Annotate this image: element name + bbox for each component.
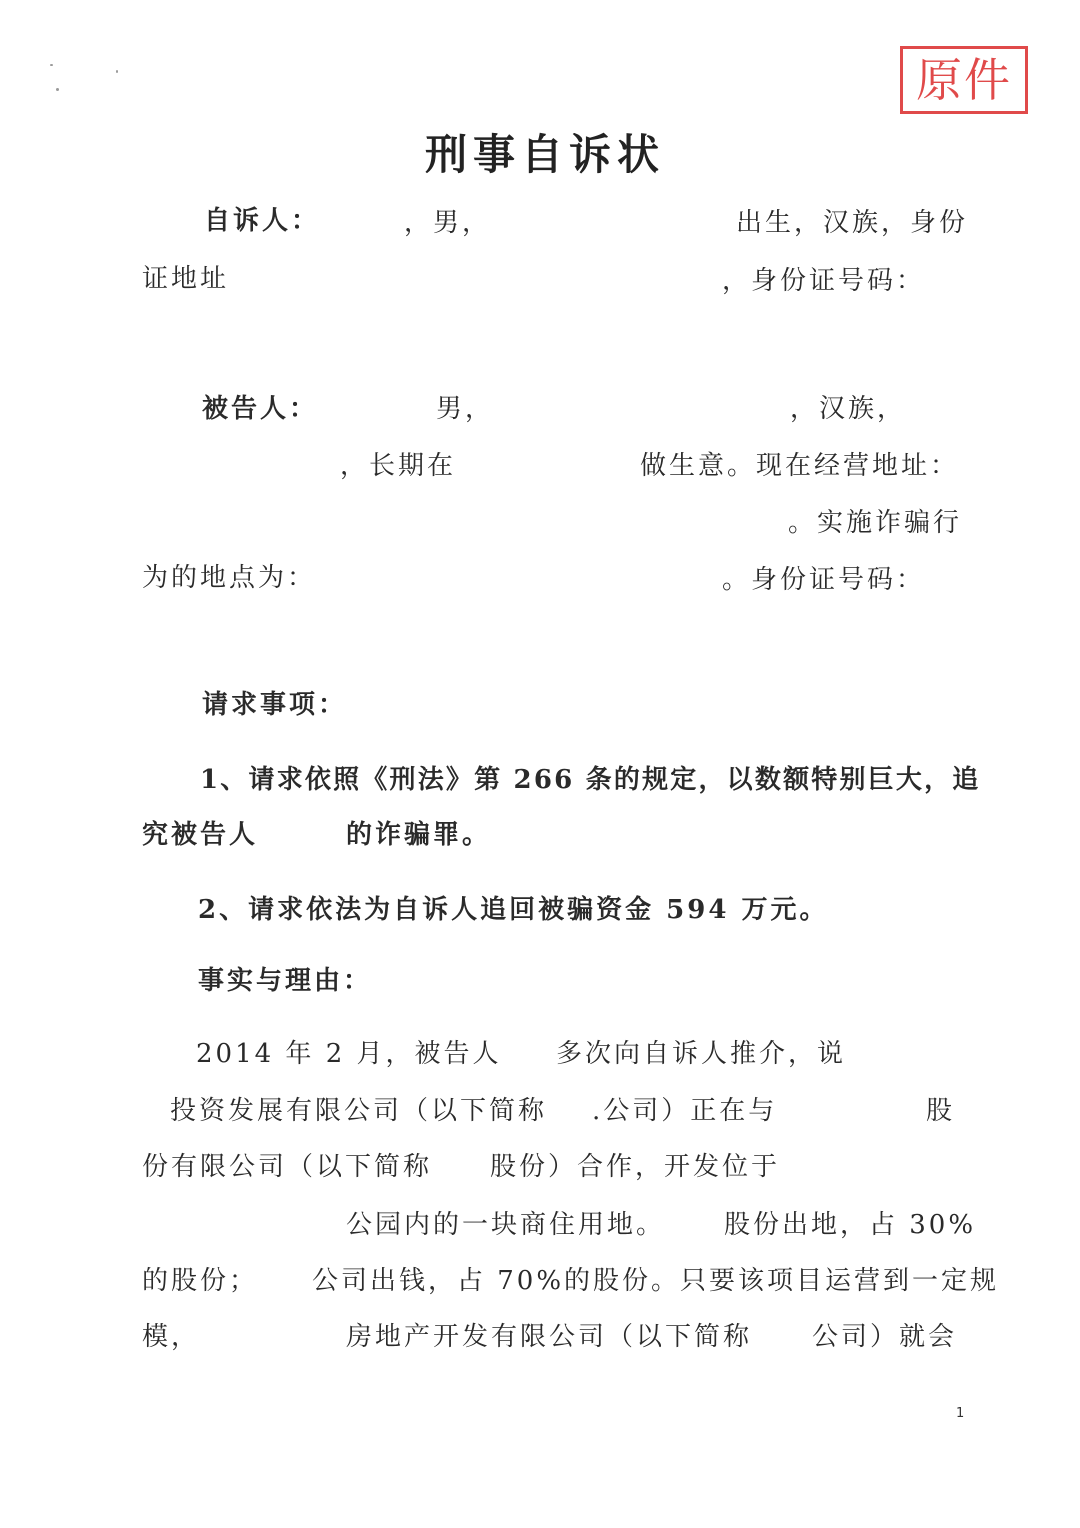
scan-speck [116,70,118,73]
request-item-1: 1、请求依照《刑法》第 266 条的规定，以数额特别巨大，追 [200,765,981,795]
facts-line-1a: 2014 年 2 月，被告人 [196,1039,502,1069]
facts-line-5a: 的股份； [142,1266,259,1296]
facts-line-6a: 模， [142,1322,201,1352]
page-number: 1 [956,1406,965,1421]
plaintiff-birth: 出生，汉族，身份 [736,208,969,238]
requests-heading: 请求事项： [202,690,348,720]
defendant-fraud-place: 。实施诈骗行 [788,508,963,538]
plaintiff-id-label: ，身份证号码： [722,266,926,296]
defendant-long-term: ，长期在 [340,451,457,481]
facts-line-1b: 多次向自诉人推介，说 [556,1039,847,1069]
request-item-1-cont-b: 的诈骗罪。 [346,820,492,850]
plaintiff-label: 自诉人： [204,206,321,236]
defendant-ethnic: ，汉族， [790,394,907,424]
stamp-text: 原件 [916,53,1012,107]
original-stamp [900,46,1028,114]
facts-line-3b: 股份）合作，开发位于 [490,1152,781,1182]
facts-line-4b: 股份出地，占 30% [724,1210,977,1240]
request-item-2: 2、请求依法为自诉人追回被骗资金 594 万元。 [198,895,829,925]
facts-line-3a: 份有限公司（以下简称 [142,1152,433,1182]
facts-line-2c: 股 [926,1096,956,1126]
facts-line-2a: 投资发展有限公司（以下简称 [170,1096,548,1126]
defendant-gender: 男， [436,394,495,424]
scan-speck [56,88,59,91]
defendant-label: 被告人： [202,394,319,424]
facts-heading: 事实与理由： [198,966,373,996]
plaintiff-address-label: 证地址 [142,264,230,294]
facts-line-4a: 公园内的一块商住用地。 [346,1210,666,1240]
facts-line-2b: .公司）正在与 [592,1096,778,1126]
defendant-business: 做生意。现在经营地址： [640,451,960,481]
defendant-id-label: 。身份证号码： [722,565,926,595]
facts-line-6b: 房地产开发有限公司（以下简称 [346,1322,753,1352]
defendant-place-label: 为的地点为： [142,563,317,593]
facts-line-5b: 公司出钱，占 70%的股份。只要该项目运营到一定规 [312,1266,1000,1296]
request-item-1-cont-a: 究被告人 [142,820,259,850]
scan-speck [50,64,53,66]
document-title: 刑事自诉状 [424,130,665,179]
facts-line-6c: 公司）就会 [812,1322,958,1352]
plaintiff-gender: ，男， [404,208,492,238]
